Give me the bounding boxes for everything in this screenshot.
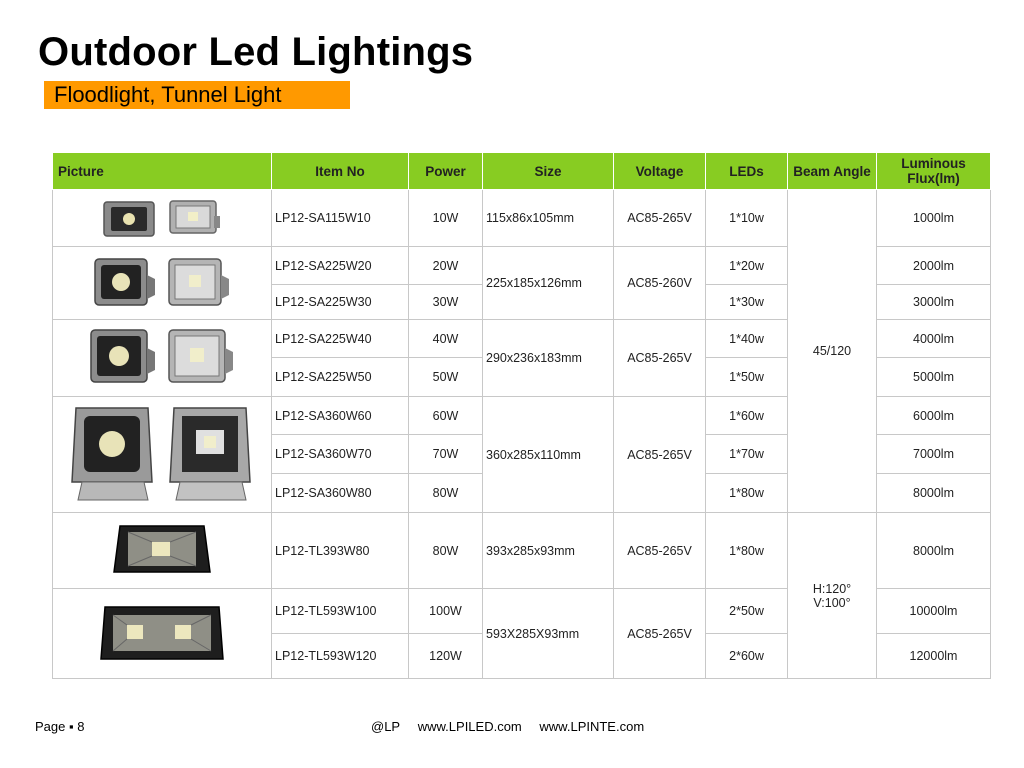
power-cell: 100W <box>409 589 483 634</box>
header-size: Size <box>483 153 614 190</box>
header-voltage: Voltage <box>614 153 706 190</box>
beam-angle-cell-tunnel <box>788 513 877 679</box>
picture-cell <box>53 190 272 247</box>
item-no-cell: LP12-SA360W70 <box>272 435 409 474</box>
voltage-cell: AC85-260V <box>614 247 706 320</box>
power-cell: 80W <box>409 513 483 589</box>
table-row <box>53 190 991 247</box>
voltage-cell: AC85-265V <box>614 513 706 589</box>
luminous-flux-cell: 5000lm <box>877 358 991 397</box>
power-cell: 50W <box>409 358 483 397</box>
luminous-flux-cell: 8000lm <box>877 474 991 513</box>
size-cell: 290x236x183mm <box>483 320 614 397</box>
power-cell: 80W <box>409 474 483 513</box>
header-beam-angle: Beam Angle <box>788 153 877 190</box>
item-no-cell: LP12-TL593W120 <box>272 634 409 679</box>
item-no-cell: LP12-SA115W10 <box>272 190 409 247</box>
page-title: Outdoor Led Lightings <box>38 30 474 74</box>
floodlight-product-photo <box>53 326 271 390</box>
luminous-flux-cell: 8000lm <box>877 513 991 589</box>
product-spec-table <box>52 152 991 679</box>
beam-angle-cell-floodlight: 45/120 <box>788 190 877 513</box>
header-power: Power <box>409 153 483 190</box>
page-subtitle: Floodlight, Tunnel Light <box>44 81 350 109</box>
power-cell: 120W <box>409 634 483 679</box>
header-luminous-flux: Luminous Flux(lm) <box>877 153 991 190</box>
table-row <box>53 513 991 589</box>
luminous-flux-cell: 12000lm <box>877 634 991 679</box>
tunnel-light-icon <box>110 520 214 582</box>
picture-cell <box>53 320 272 397</box>
item-no-cell: LP12-SA225W50 <box>272 358 409 397</box>
page-label: Page <box>35 719 66 734</box>
floodlight-product-photo <box>53 402 271 508</box>
luminous-flux-cell: 10000lm <box>877 589 991 634</box>
beam-angle-horizontal: H:120° <box>812 581 852 596</box>
voltage-cell: AC85-265V <box>614 589 706 679</box>
floodlight-icon <box>166 402 256 508</box>
leds-cell: 1*80w <box>706 513 788 589</box>
power-cell: 40W <box>409 320 483 358</box>
power-cell: 70W <box>409 435 483 474</box>
luminous-flux-cell: 1000lm <box>877 190 991 247</box>
item-no-cell: LP12-SA360W80 <box>272 474 409 513</box>
luminous-flux-cell: 4000lm <box>877 320 991 358</box>
leds-cell: 1*60w <box>706 397 788 435</box>
leds-cell: 1*20w <box>706 247 788 285</box>
luminous-flux-cell: 3000lm <box>877 285 991 320</box>
bullet-icon: ▪ <box>69 719 74 734</box>
voltage-cell: AC85-265V <box>614 320 706 397</box>
power-cell: 60W <box>409 397 483 435</box>
voltage-cell: AC85-265V <box>614 190 706 247</box>
size-cell: 360x285x110mm <box>483 397 614 513</box>
picture-cell <box>53 513 272 589</box>
floodlight-icon <box>166 326 236 390</box>
website-link-lpiled: www.LPILED.com <box>417 719 522 734</box>
luminous-flux-cell: 2000lm <box>877 247 991 285</box>
power-cell: 30W <box>409 285 483 320</box>
tunnel-light-icon <box>97 599 227 669</box>
floodlight-icon <box>88 326 158 390</box>
beam-angle-vertical: V:100° <box>813 595 851 610</box>
floodlight-icon <box>68 402 158 508</box>
picture-cell <box>53 247 272 320</box>
header-leds: LEDs <box>706 153 788 190</box>
page-footer-credits <box>371 719 658 734</box>
size-cell: 225x185x126mm <box>483 247 614 320</box>
picture-cell <box>53 397 272 513</box>
floodlight-icon <box>166 198 222 238</box>
power-cell: 10W <box>409 190 483 247</box>
tunnel-light-product-photo <box>53 599 271 669</box>
size-cell: 593X285X93mm <box>483 589 614 679</box>
luminous-flux-cell: 7000lm <box>877 435 991 474</box>
item-no-cell: LP12-TL393W80 <box>272 513 409 589</box>
leds-cell: 1*70w <box>706 435 788 474</box>
website-link-lpinte: www.LPINTE.com <box>539 719 645 734</box>
item-no-cell: LP12-TL593W100 <box>272 589 409 634</box>
floodlight-product-photo <box>53 198 271 238</box>
floodlight-icon <box>166 255 232 311</box>
voltage-cell: AC85-265V <box>614 397 706 513</box>
page-footer-number <box>35 719 84 734</box>
copyright-text: @LP <box>371 719 401 734</box>
tunnel-light-product-photo <box>53 520 271 582</box>
table-header-row <box>53 153 991 190</box>
item-no-cell: LP12-SA225W20 <box>272 247 409 285</box>
header-item-no: Item No <box>272 153 409 190</box>
item-no-cell: LP12-SA225W30 <box>272 285 409 320</box>
header-picture: Picture <box>53 153 272 190</box>
leds-cell: 1*80w <box>706 474 788 513</box>
leds-cell: 1*10w <box>706 190 788 247</box>
item-no-cell: LP12-SA360W60 <box>272 397 409 435</box>
page-number: 8 <box>77 719 85 734</box>
picture-cell <box>53 589 272 679</box>
floodlight-product-photo <box>53 255 271 311</box>
luminous-flux-cell: 6000lm <box>877 397 991 435</box>
floodlight-icon <box>102 198 158 238</box>
leds-cell: 1*30w <box>706 285 788 320</box>
leds-cell: 1*40w <box>706 320 788 358</box>
floodlight-icon <box>92 255 158 311</box>
size-cell: 393x285x93mm <box>483 513 614 589</box>
leds-cell: 1*50w <box>706 358 788 397</box>
power-cell: 20W <box>409 247 483 285</box>
leds-cell: 2*60w <box>706 634 788 679</box>
item-no-cell: LP12-SA225W40 <box>272 320 409 358</box>
leds-cell: 2*50w <box>706 589 788 634</box>
size-cell: 115x86x105mm <box>483 190 614 247</box>
